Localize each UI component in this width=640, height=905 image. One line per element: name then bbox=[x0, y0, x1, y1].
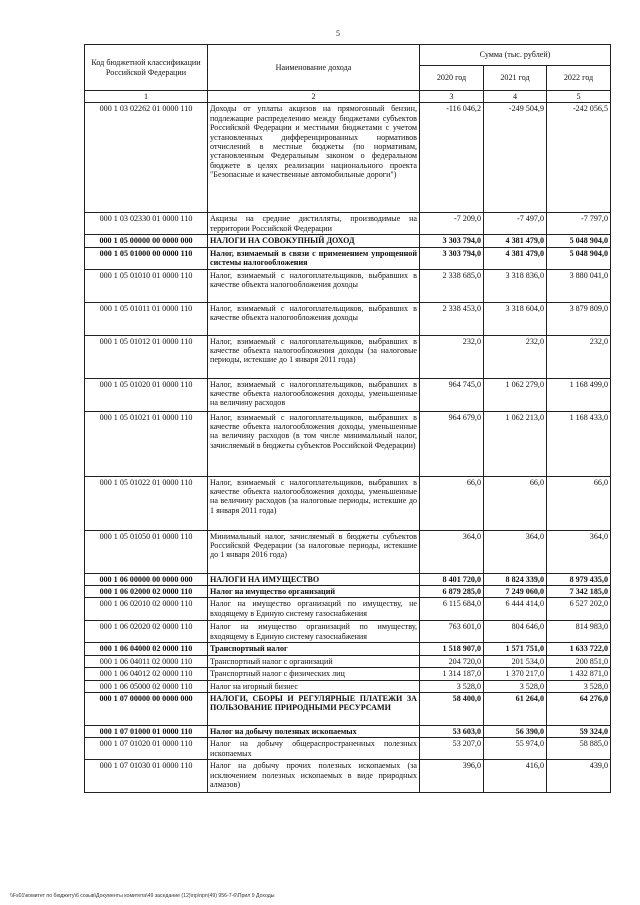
amount-2020-cell: -116 046,2 bbox=[420, 103, 484, 213]
amount-2021-cell: 61 264,0 bbox=[484, 693, 547, 726]
revenue-name-cell: Транспортный налог bbox=[208, 643, 420, 655]
amount-2021-cell: 416,0 bbox=[484, 760, 547, 793]
amount-2020-cell: 8 401 720,0 bbox=[420, 573, 484, 585]
amount-2020-cell: 3 528,0 bbox=[420, 680, 484, 692]
table-row bbox=[85, 693, 611, 726]
amount-2022-cell: 8 979 435,0 bbox=[547, 573, 611, 585]
header-index-1: 1 bbox=[85, 91, 208, 103]
header-name: Наименование дохода bbox=[208, 45, 420, 91]
revenue-name-cell: Налог, взимаемый с налогоплательщиков, выбравших в качестве объекта налогообложения доходы, уменьшенные на величину расходов bbox=[208, 378, 420, 411]
amount-2022-cell: 3 879 809,0 bbox=[547, 302, 611, 335]
revenue-name-cell: Доходы от уплаты акцизов на прямогонный бензин, подлежащие распределению между бюджетами субъектов Российской Федерации и местными бюджетами с учетом установленных дифференцированных нормативов отчислений в местные бюджеты (по нормативам, установленным Федеральным законом о федеральном бюджете в целях реализации национального проекта "Безопасные и качественные автомобильные дороги") bbox=[208, 103, 420, 213]
table-row bbox=[85, 573, 611, 585]
amount-2021-cell: 364,0 bbox=[484, 530, 547, 573]
revenue-name-cell: Налог, взимаемый в связи с применением упрощенной системы налогообложения bbox=[208, 247, 420, 269]
budget-code-cell: 000 1 07 01000 01 0000 110 bbox=[85, 726, 208, 738]
revenue-name-cell: Акцизы на средние дистилляты, производимые на территории Российской Федерации bbox=[208, 213, 420, 235]
budget-code-cell: 000 1 05 01020 01 0000 110 bbox=[85, 378, 208, 411]
amount-2021-cell: 66,0 bbox=[484, 476, 547, 530]
revenue-name-cell: Налог, взимаемый с налогоплательщиков, выбравших в качестве объекта налогообложения доходы bbox=[208, 269, 420, 302]
budget-code-cell: 000 1 06 04000 02 0000 110 bbox=[85, 643, 208, 655]
amount-2022-cell: 7 342 185,0 bbox=[547, 586, 611, 598]
revenue-name-cell: Налог, взимаемый с налогоплательщиков, выбравших в качестве объекта налогообложения доходы bbox=[208, 302, 420, 335]
amount-2020-cell: 6 115 684,0 bbox=[420, 598, 484, 621]
budget-code-cell: 000 1 05 01022 01 0000 110 bbox=[85, 476, 208, 530]
table-row bbox=[85, 760, 611, 793]
header-index-3: 3 bbox=[420, 91, 484, 103]
budget-code-cell: 000 1 05 01021 01 0000 110 bbox=[85, 411, 208, 476]
amount-2022-cell: 1 168 499,0 bbox=[547, 378, 611, 411]
revenue-name-cell: НАЛОГИ НА СОВОКУПНЫЙ ДОХОД bbox=[208, 235, 420, 247]
revenue-name-cell: Налог на имущество организаций по имуществу, входящему в Единую систему газоснабжения bbox=[208, 621, 420, 643]
table-body bbox=[85, 103, 611, 793]
amount-2022-cell: 1 633 722,0 bbox=[547, 643, 611, 655]
amount-2020-cell: 232,0 bbox=[420, 335, 484, 378]
amount-2021-cell: -7 497,0 bbox=[484, 213, 547, 235]
amount-2020-cell: 364,0 bbox=[420, 530, 484, 573]
amount-2021-cell: -249 504,9 bbox=[484, 103, 547, 213]
amount-2022-cell: 6 527 202,0 bbox=[547, 598, 611, 621]
amount-2020-cell: 396,0 bbox=[420, 760, 484, 793]
budget-code-cell: 000 1 06 00000 00 0000 000 bbox=[85, 573, 208, 585]
budget-code-cell: 000 1 03 02330 01 0000 110 bbox=[85, 213, 208, 235]
amount-2022-cell: -7 797,0 bbox=[547, 213, 611, 235]
amount-2022-cell: 5 048 904,0 bbox=[547, 235, 611, 247]
amount-2020-cell: 53 603,0 bbox=[420, 726, 484, 738]
amount-2022-cell: 1 168 433,0 bbox=[547, 411, 611, 476]
file-path-footer: \\Fs01\комитет по бюджету\6 созыв\Документы комитета\49 заседание (12)\пр\прп(49) 956-7-6\Прил 9 Доходы bbox=[10, 893, 275, 899]
table-row bbox=[85, 411, 611, 476]
amount-2021-cell: 3 318 836,0 bbox=[484, 269, 547, 302]
amount-2022-cell: 3 528,0 bbox=[547, 680, 611, 692]
amount-2020-cell: 1 518 907,0 bbox=[420, 643, 484, 655]
table-row bbox=[85, 643, 611, 655]
budget-code-cell: 000 1 05 01010 01 0000 110 bbox=[85, 269, 208, 302]
budget-code-cell: 000 1 06 04011 02 0000 110 bbox=[85, 655, 208, 667]
amount-2022-cell: 66,0 bbox=[547, 476, 611, 530]
revenue-name-cell: Налог, взимаемый с налогоплательщиков, выбравших в качестве объекта налогообложения доходы, уменьшенные на величину расходов (в том числе минимальный налог, зачисляемый в бюджеты субъектов Российской Федерации) bbox=[208, 411, 420, 476]
amount-2021-cell: 232,0 bbox=[484, 335, 547, 378]
amount-2020-cell: 58 400,0 bbox=[420, 693, 484, 726]
amount-2022-cell: 1 432 871,0 bbox=[547, 668, 611, 680]
amount-2020-cell: 66,0 bbox=[420, 476, 484, 530]
budget-code-cell: 000 1 05 01012 01 0000 110 bbox=[85, 335, 208, 378]
amount-2020-cell: 53 207,0 bbox=[420, 738, 484, 760]
table-row bbox=[85, 680, 611, 692]
table-row bbox=[85, 235, 611, 247]
revenue-name-cell: Налог на добычу прочих полезных ископаемых (за исключением полезных ископаемых в виде природных алмазов) bbox=[208, 760, 420, 793]
table-row bbox=[85, 269, 611, 302]
revenue-table bbox=[84, 44, 611, 793]
amount-2021-cell: 1 571 751,0 bbox=[484, 643, 547, 655]
amount-2020-cell: 6 879 285,0 bbox=[420, 586, 484, 598]
page-number: 5 bbox=[336, 29, 340, 38]
amount-2022-cell: -242 056,5 bbox=[547, 103, 611, 213]
amount-2021-cell: 1 370 217,0 bbox=[484, 668, 547, 680]
header-year-2022: 2022 год bbox=[547, 66, 611, 91]
table-row bbox=[85, 738, 611, 760]
revenue-name-cell: Налог на имущество организаций bbox=[208, 586, 420, 598]
table-row bbox=[85, 103, 611, 213]
amount-2022-cell: 5 048 904,0 bbox=[547, 247, 611, 269]
budget-code-cell: 000 1 07 01020 01 0000 110 bbox=[85, 738, 208, 760]
amount-2022-cell: 439,0 bbox=[547, 760, 611, 793]
table-row bbox=[85, 530, 611, 573]
table-row bbox=[85, 335, 611, 378]
amount-2022-cell: 3 880 041,0 bbox=[547, 269, 611, 302]
header-sum: Сумма (тыс. рублей) bbox=[420, 45, 611, 66]
budget-code-cell: 000 1 06 02000 02 0000 110 bbox=[85, 586, 208, 598]
table-row bbox=[85, 668, 611, 680]
amount-2021-cell: 3 528,0 bbox=[484, 680, 547, 692]
revenue-name-cell: Налог, взимаемый с налогоплательщиков, выбравших в качестве объекта налогообложения доходы (за налоговые периоды, истекшие до 1 января 2011 года) bbox=[208, 335, 420, 378]
revenue-name-cell: Налог на имущество организаций по имуществу, не входящему в Единую систему газоснабжения bbox=[208, 598, 420, 621]
amount-2021-cell: 804 646,0 bbox=[484, 621, 547, 643]
amount-2020-cell: 2 338 685,0 bbox=[420, 269, 484, 302]
budget-code-cell: 000 1 03 02262 01 0000 110 bbox=[85, 103, 208, 213]
amount-2020-cell: 763 601,0 bbox=[420, 621, 484, 643]
budget-code-cell: 000 1 06 05000 02 0000 110 bbox=[85, 680, 208, 692]
amount-2022-cell: 64 276,0 bbox=[547, 693, 611, 726]
amount-2021-cell: 201 534,0 bbox=[484, 655, 547, 667]
table-row bbox=[85, 586, 611, 598]
budget-code-cell: 000 1 07 00000 00 0000 000 bbox=[85, 693, 208, 726]
amount-2021-cell: 4 381 479,0 bbox=[484, 235, 547, 247]
table-row bbox=[85, 302, 611, 335]
budget-code-cell: 000 1 05 00000 00 0000 000 bbox=[85, 235, 208, 247]
table-row bbox=[85, 213, 611, 235]
amount-2020-cell: 3 303 794,0 bbox=[420, 247, 484, 269]
budget-code-cell: 000 1 07 01030 01 0000 110 bbox=[85, 760, 208, 793]
revenue-name-cell: Налог на добычу общераспространенных полезных ископаемых bbox=[208, 738, 420, 760]
revenue-name-cell: НАЛОГИ НА ИМУЩЕСТВО bbox=[208, 573, 420, 585]
budget-code-cell: 000 1 05 01011 01 0000 110 bbox=[85, 302, 208, 335]
amount-2022-cell: 364,0 bbox=[547, 530, 611, 573]
amount-2020-cell: 3 303 794,0 bbox=[420, 235, 484, 247]
amount-2021-cell: 7 249 060,0 bbox=[484, 586, 547, 598]
revenue-name-cell: Налог на добычу полезных ископаемых bbox=[208, 726, 420, 738]
amount-2020-cell: 964 745,0 bbox=[420, 378, 484, 411]
amount-2021-cell: 1 062 279,0 bbox=[484, 378, 547, 411]
revenue-name-cell: НАЛОГИ, СБОРЫ И РЕГУЛЯРНЫЕ ПЛАТЕЖИ ЗА ПОЛЬЗОВАНИЕ ПРИРОДНЫМИ РЕСУРСАМИ bbox=[208, 693, 420, 726]
revenue-name-cell: Транспортный налог с организаций bbox=[208, 655, 420, 667]
amount-2020-cell: 204 720,0 bbox=[420, 655, 484, 667]
amount-2021-cell: 55 974,0 bbox=[484, 738, 547, 760]
budget-code-cell: 000 1 06 04012 02 0000 110 bbox=[85, 668, 208, 680]
header-index-5: 5 bbox=[547, 91, 611, 103]
table-row bbox=[85, 476, 611, 530]
amount-2022-cell: 814 983,0 bbox=[547, 621, 611, 643]
revenue-name-cell: Транспортный налог с физических лиц bbox=[208, 668, 420, 680]
amount-2021-cell: 4 381 479,0 bbox=[484, 247, 547, 269]
header-year-2021: 2021 год bbox=[484, 66, 547, 91]
amount-2020-cell: 2 338 453,0 bbox=[420, 302, 484, 335]
amount-2020-cell: -7 209,0 bbox=[420, 213, 484, 235]
budget-code-cell: 000 1 05 01000 00 0000 110 bbox=[85, 247, 208, 269]
header-code: Код бюджетной классификации Российской Федерации bbox=[85, 45, 208, 91]
revenue-name-cell: Налог на игорный бизнес bbox=[208, 680, 420, 692]
budget-code-cell: 000 1 05 01050 01 0000 110 bbox=[85, 530, 208, 573]
table-row bbox=[85, 598, 611, 621]
amount-2021-cell: 56 390,0 bbox=[484, 726, 547, 738]
table-row bbox=[85, 378, 611, 411]
header-year-2020: 2020 год bbox=[420, 66, 484, 91]
amount-2021-cell: 8 824 339,0 bbox=[484, 573, 547, 585]
amount-2022-cell: 59 324,0 bbox=[547, 726, 611, 738]
amount-2022-cell: 200 851,0 bbox=[547, 655, 611, 667]
table-row bbox=[85, 655, 611, 667]
table-row bbox=[85, 726, 611, 738]
amount-2020-cell: 964 679,0 bbox=[420, 411, 484, 476]
amount-2021-cell: 3 318 604,0 bbox=[484, 302, 547, 335]
budget-code-cell: 000 1 06 02010 02 0000 110 bbox=[85, 598, 208, 621]
revenue-name-cell: Минимальный налог, зачисляемый в бюджеты субъектов Российской Федерации (за налоговые периоды, истекшие до 1 января 2016 года) bbox=[208, 530, 420, 573]
amount-2020-cell: 1 314 187,0 bbox=[420, 668, 484, 680]
table-row bbox=[85, 247, 611, 269]
header-index-2: 2 bbox=[208, 91, 420, 103]
amount-2021-cell: 1 062 213,0 bbox=[484, 411, 547, 476]
amount-2021-cell: 6 444 414,0 bbox=[484, 598, 547, 621]
amount-2022-cell: 58 885,0 bbox=[547, 738, 611, 760]
revenue-name-cell: Налог, взимаемый с налогоплательщиков, выбравших в качестве объекта налогообложения доходы, уменьшенные на величину расходов (за налоговые периоды, истекшие до 1 января 2011 года) bbox=[208, 476, 420, 530]
amount-2022-cell: 232,0 bbox=[547, 335, 611, 378]
table-row bbox=[85, 621, 611, 643]
header-index-4: 4 bbox=[484, 91, 547, 103]
budget-code-cell: 000 1 06 02020 02 0000 110 bbox=[85, 621, 208, 643]
